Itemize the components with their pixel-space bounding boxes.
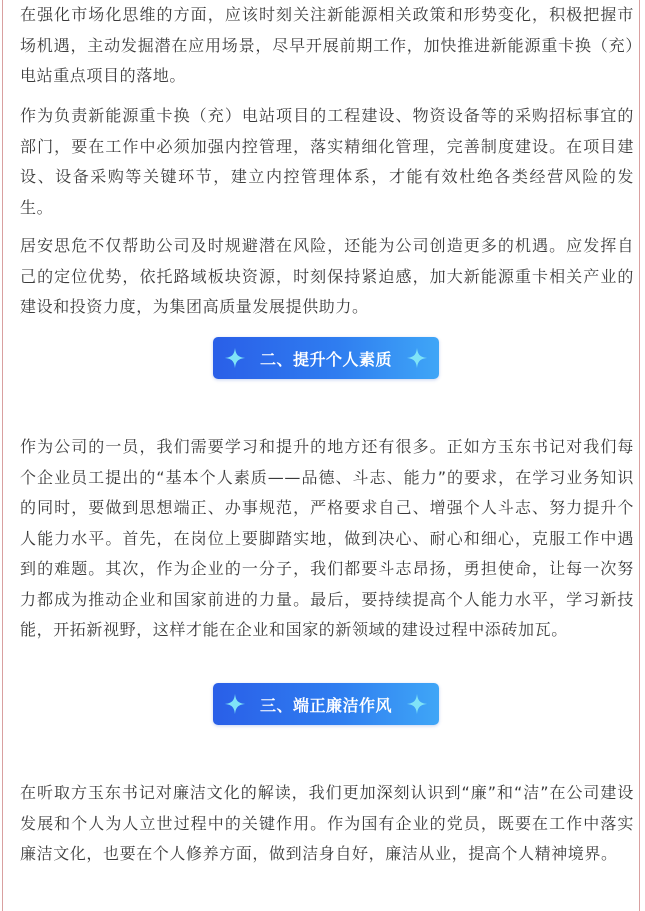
sparkle-icon: [224, 693, 246, 715]
section-title: 二、提升个人素质: [259, 349, 392, 369]
section-header-personal-quality: [213, 337, 439, 379]
section-header-integrity: [213, 683, 439, 725]
paragraph-risk-awareness: 居安思危不仅帮助公司及时规避潜在风险，还能为公司创造更多的机遇。应发挥自己的定位优势，依托路域板块资源，时刻保持紧迫感，加大新能源重卡相关产业的建设和投资力度，为集团高质量发展提供助力。: [20, 236, 634, 316]
section-title: 三、端正廉洁作风: [259, 695, 392, 715]
paragraph-personal-quality: 作为公司的一员，我们需要学习和提升的地方还有很多。正如方玉东书记对我们每个企业员工提出的“基本个人素质——品德、斗志、能力”的要求，在学习业务知识的同时，要做到思想端正、办事规范，严格要求自己、增强个人斗志、努力提升个人能力水平。首先，在岗位上要脚踏实地，做到决心、耐心和细心，克服工作中遇到的难题。其次，作为企业的一分子，我们都要斗志昂扬，勇担使命，让每一次努力都成为推动企业和国家前进的力量。最后，要持续提高个人能力水平，学习新技能，开拓新视野，这样才能在企业和国家的新领域的建设过程中添砖加瓦。: [20, 437, 634, 639]
paragraph-market-thinking: 在强化市场化思维的方面，应该时刻关注新能源相关政策和形势变化，积极把握市场机遇，主动发掘潜在应用场景，尽早开展前期工作，加快推进新能源重卡换（充）电站重点项目的落地。: [20, 5, 634, 85]
sparkle-icon: [406, 347, 428, 369]
article-frame: [2, 0, 640, 911]
sparkle-icon: [406, 693, 428, 715]
sparkle-icon: [224, 347, 246, 369]
paragraph-integrity: 在听取方玉东书记对廉洁文化的解读，我们更加深刻认识到“廉”和“洁”在公司建设发展和个人为人立世过程中的关键作用。作为国有企业的党员，既要在工作中落实廉洁文化，也要在个人修养方面，做到洁身自好，廉洁从业，提高个人精神境界。: [20, 783, 634, 863]
paragraph-procurement-dept: 作为负责新能源重卡换（充）电站项目的工程建设、物资设备等的采购招标事宜的部门，要在工作中必须加强内控管理，落实精细化管理，完善制度建设。在项目建设、设备采购等关键环节，建立内控管理体系，才能有效杜绝各类经营风险的发生。: [20, 106, 634, 217]
